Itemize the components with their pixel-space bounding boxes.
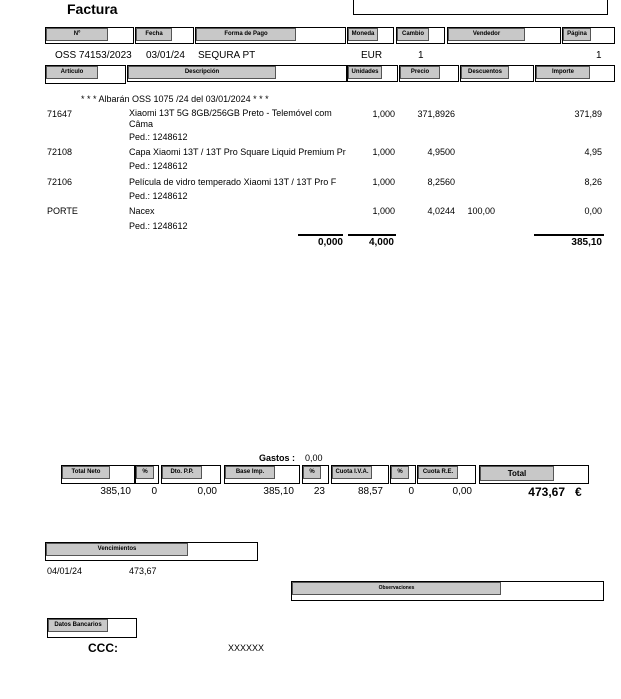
- line-importe: 8,26: [584, 177, 602, 187]
- label-datos-bancarios: Datos Bancarios: [48, 619, 108, 632]
- label-moneda: Moneda: [348, 28, 378, 41]
- label-pagina: Página: [563, 28, 591, 41]
- label-cuota-re: Cuota R.E.: [418, 466, 458, 479]
- ccc-value: XXXXXX: [228, 643, 265, 653]
- subtotal-unidades: 4,000: [368, 237, 394, 248]
- totals-box-cuota-re: [417, 465, 476, 484]
- label-unidades: Unidades: [348, 66, 382, 79]
- line-descuento: 100,00: [467, 206, 495, 216]
- line-unidades: 1,000: [372, 109, 395, 119]
- label-importe: Importe: [536, 66, 590, 79]
- header-box-numero: [45, 27, 134, 44]
- label-pct1: %: [136, 466, 154, 479]
- header-box-vendedor: [447, 27, 561, 44]
- label-base-imp: Base Imp.: [225, 466, 275, 479]
- subtotal-importe: 385,10: [571, 237, 602, 248]
- line-unidades: 1,000: [372, 177, 395, 187]
- value-pct1: 0: [151, 486, 157, 497]
- header-box-moneda: [347, 27, 394, 44]
- line-articulo: 72108: [47, 147, 73, 157]
- value-cuota-iva: 88,57: [357, 486, 383, 497]
- value-total: 473,67: [528, 485, 565, 499]
- column-descripcion: [127, 65, 347, 82]
- value-forma-pago: SEQURA PT: [198, 50, 256, 61]
- line-articulo: 71647: [47, 109, 73, 119]
- subtotal-rule: [534, 234, 604, 236]
- label-cuota-iva: Cuota I.V.A.: [332, 466, 372, 479]
- line-unidades: 1,000: [372, 147, 395, 157]
- totals-box-pct2: [302, 465, 329, 484]
- line-pedido: Ped.: 1248612: [129, 132, 188, 142]
- line-precio: 371,8926: [417, 109, 455, 119]
- value-pagina: 1: [596, 50, 602, 61]
- value-cuota-re: 0,00: [452, 486, 472, 497]
- line-descripcion: Xiaomi 13T 5G 8GB/256GB Preto - Telemóvel com: [129, 108, 332, 118]
- value-base-imp: 385,10: [263, 486, 294, 497]
- datos-bancarios-box: [47, 618, 137, 638]
- gastos-label: Gastos :: [259, 453, 296, 463]
- label-articulo: Artículo: [46, 66, 98, 79]
- label-observaciones: Observaciones: [292, 582, 501, 595]
- line-pedido: Ped.: 1248612: [129, 221, 188, 231]
- line-articulo: PORTE: [47, 206, 78, 216]
- subtotal-rule: [298, 234, 343, 236]
- label-forma-pago: Forma de Pago: [196, 28, 296, 41]
- label-numero: Nº: [46, 28, 108, 41]
- line-descripcion-cont: Câma: [129, 119, 154, 129]
- totals-box-pct1: [135, 465, 159, 484]
- subtotal-col1: 0,000: [317, 237, 343, 248]
- label-pct2: %: [303, 466, 321, 479]
- label-descuentos: Descuentos: [461, 66, 509, 79]
- subtotal-rule: [348, 234, 396, 236]
- column-importe: [535, 65, 615, 82]
- vencimientos-box: [45, 542, 258, 561]
- totals-box-pct3: [390, 465, 416, 484]
- totals-box-base-imp: [224, 465, 300, 484]
- value-moneda: EUR: [361, 50, 383, 61]
- label-total: Total: [480, 466, 554, 481]
- column-descuentos: [460, 65, 534, 82]
- vencimiento-importe: 473,67: [129, 566, 157, 576]
- label-total-neto: Total Neto: [62, 466, 110, 479]
- document-title: Factura: [67, 1, 118, 17]
- label-cambio: Cambio: [397, 28, 429, 41]
- observaciones-box: [291, 581, 604, 601]
- column-articulo: [45, 65, 126, 84]
- header-box-cambio: [396, 27, 445, 44]
- totals-box-cuota-iva: [331, 465, 389, 484]
- line-importe: 371,89: [574, 109, 602, 119]
- line-unidades: 1,000: [372, 206, 395, 216]
- line-descripcion: Capa Xiaomi 13T / 13T Pro Square Liquid Premium Pr: [129, 147, 346, 157]
- gastos-value: 0,00: [305, 453, 323, 463]
- value-numero: OSS 74153/2023: [55, 50, 132, 61]
- ccc-label: CCC:: [88, 641, 118, 655]
- totals-box-dto-pp: [161, 465, 221, 484]
- label-precio: Precio: [400, 66, 440, 79]
- line-articulo: 72106: [47, 177, 73, 187]
- totals-box-total: [479, 465, 589, 484]
- value-pct2: 23: [313, 486, 325, 497]
- label-fecha: Fecha: [136, 28, 172, 41]
- line-pedido: Ped.: 1248612: [129, 191, 188, 201]
- line-importe: 0,00: [584, 206, 602, 216]
- line-precio: 4,0244: [427, 206, 455, 216]
- header-box-fecha: [135, 27, 194, 44]
- line-precio: 4,9500: [427, 147, 455, 157]
- header-box-forma-pago: [195, 27, 346, 44]
- line-descripcion: Nacex: [129, 206, 155, 216]
- value-total-neto: 385,10: [100, 486, 131, 497]
- label-dto-pp: Dto. P.P.: [162, 466, 202, 479]
- column-unidades: [347, 65, 398, 82]
- value-cambio: 1: [418, 50, 424, 61]
- label-vendedor: Vendedor: [448, 28, 525, 41]
- value-pct3: 0: [408, 486, 414, 497]
- label-vencimientos: Vencimientos: [46, 543, 188, 556]
- column-precio: [399, 65, 459, 82]
- line-pedido: Ped.: 1248612: [129, 161, 188, 171]
- value-dto-pp: 0,00: [197, 486, 217, 497]
- header-top-box: [353, 0, 608, 15]
- totals-box-total-neto: [61, 465, 135, 484]
- line-descripcion: Película de vidro temperado Xiaomi 13T / 13T Pro F: [129, 177, 337, 187]
- currency-symbol: €: [575, 485, 582, 499]
- value-fecha: 03/01/24: [146, 50, 185, 61]
- label-descripcion: Descripción: [128, 66, 276, 79]
- vencimiento-fecha: 04/01/24: [47, 566, 83, 576]
- line-importe: 4,95: [584, 147, 602, 157]
- line-precio: 8,2560: [427, 177, 455, 187]
- label-pct3: %: [391, 466, 409, 479]
- albaran-line: * * * Albarán OSS 1075 /24 del 03/01/2024 * * *: [81, 94, 269, 104]
- header-box-pagina: [562, 27, 615, 44]
